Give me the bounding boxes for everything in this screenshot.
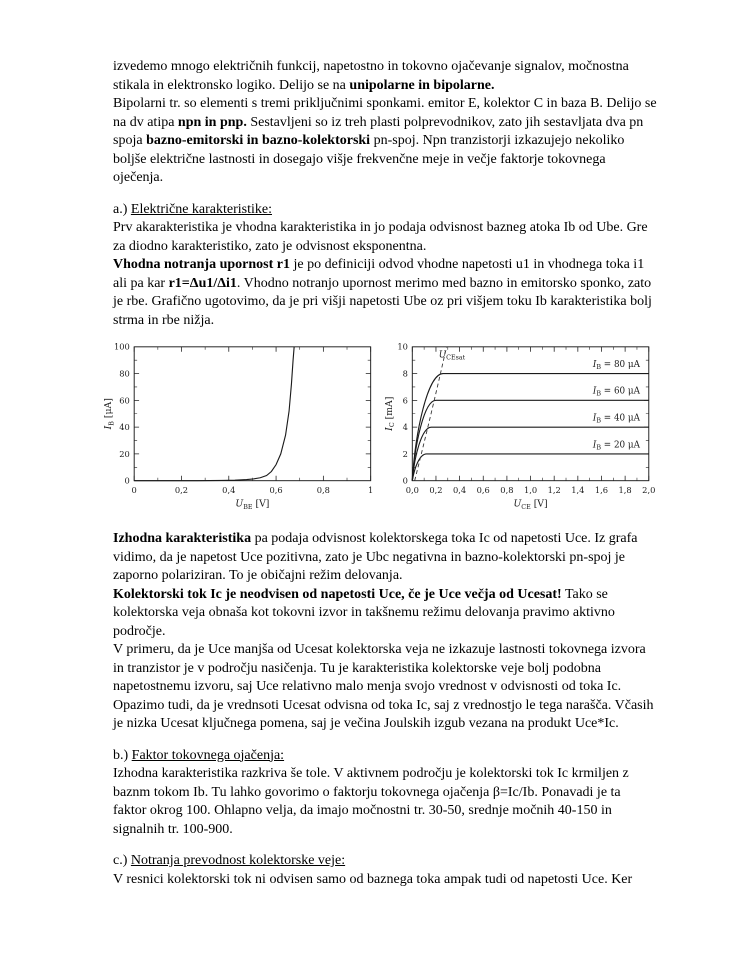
- text-run: V primeru, da je Uce manjša od Ucesat kolektorska veja ne izkazuje lastnosti tokovnega izvora in tranzistor je v področju nasičenja. Tu je karakteristika kolektorske veje bolj podobna napetostnemu izvoru, saj Uce relativno malo menja svojo vrednost v odvisnosti od toka Ic. Opazimo tudi, da je vrednsoti Ucesat odvisna od toka Ic, saj z vrednostjo le tega narašča. Včasih je nizka Ucesat ključnega pomena, saj je večina Joulskih izgub vezana na produkt Uce*Ic.: [113, 642, 654, 731]
- y-tick-label: 2: [403, 448, 409, 459]
- x-tick-label: 1,8: [618, 484, 633, 495]
- x-tick-label: 0: [131, 484, 137, 495]
- x-tick-label: 0,8: [500, 484, 514, 495]
- section-a-heading: [113, 201, 657, 220]
- curve-label-20uA: $I_B = 20$ μA: [593, 440, 641, 452]
- curve-label-80uA: $I_B = 80$ μA: [593, 359, 641, 371]
- y-tick-labels: [114, 342, 130, 486]
- y-tick-label: 0: [403, 475, 409, 486]
- y-tick-label: 0: [124, 475, 130, 486]
- text-run-bold: Izhodna karakteristika: [113, 531, 252, 546]
- section-title: Faktor tokovnega ojačenja:: [131, 747, 285, 763]
- section-title: Električne karakteristike:: [130, 201, 272, 217]
- x-tick-label: 1: [368, 484, 374, 495]
- section-letter: b.): [113, 747, 132, 763]
- text-run: izvedemo mnogo električnih funkcij, napetostno in tokovno ojačevanje signalov, močnostna stikala in elektronsko logiko. Delijo se na: [113, 59, 629, 93]
- y-tick-label: 8: [403, 368, 409, 379]
- ucesat-label: $U_{CEsat}$: [439, 350, 466, 362]
- y-tick-label: 20: [119, 448, 130, 459]
- x-tick-label: 0,6: [269, 484, 283, 495]
- curve-label-60uA: $I_B = 60$ μA: [593, 386, 641, 398]
- paragraph-output-characteristic: [113, 530, 657, 734]
- y-tick-label: 6: [403, 395, 409, 406]
- paragraph-current-gain: [113, 765, 657, 839]
- text-run: pa podaja odvisnost kolektorskega toka Ic od napetosti Uce. Iz grafa vidimo, da je napetost Uce pozitivna, zato je Ubc negativna in bazno-kolektorski pn-spoj je zaporno polariziran. To je običajni režim delovanja.: [113, 531, 638, 583]
- major-ticks: [134, 347, 370, 481]
- y-tick-label: 60: [119, 395, 130, 406]
- y-tick-label: 10: [397, 341, 409, 352]
- y-tick-label: 100: [113, 341, 130, 352]
- text-run-bold: npn in pnp.: [177, 114, 247, 130]
- x-axis-label: $U_{BE}$ [V]: [235, 498, 270, 512]
- plot-frame: [134, 347, 370, 481]
- figure-row: [100, 337, 657, 512]
- x-tick-label: 1,0: [524, 484, 538, 495]
- minor-ticks: [134, 347, 370, 481]
- section-title: Notranja prevodnost kolektorske veje:: [130, 853, 346, 868]
- y-tick-label: 40: [119, 422, 130, 433]
- x-axis-label: $U_{CE}$ [V]: [513, 498, 549, 512]
- text-run: je po definiciji odvod vhodne napetosti u1 in vhodnega toka i1 ali pa kar: [113, 257, 645, 291]
- section-letter: a.): [113, 201, 131, 217]
- text-run: Tako se kolektorska veja obnaša kot tokovni izvor in takšnemu režimu delovanja pravimo aktivno področje.: [113, 586, 615, 639]
- x-tick-label: 0,4: [222, 484, 236, 495]
- output-characteristic-chart: [383, 337, 657, 512]
- y-axis-label: $I_B$ [μA]: [103, 398, 116, 430]
- text-run-bold: r1=Δu1/Δi1: [168, 275, 237, 291]
- section-letter: c.): [113, 853, 131, 868]
- x-tick-labels: [132, 485, 374, 495]
- y-tick-label: 80: [119, 368, 130, 379]
- x-tick-labels: [406, 485, 656, 495]
- text-run-bold: Kolektorski tok Ic je neodvisen od napetosti Uce, če je Uce večja od Ucesat!: [113, 586, 562, 602]
- curve-label-40uA: $I_B = 40$ μA: [593, 413, 641, 425]
- section-c-heading: [113, 852, 657, 871]
- text-run: . Vhodno notranjo upornost merimo med bazno in emitorsko sponko, zato je rbe. Grafično ugotovimo, da je pri višji napetosti Ube oz pri višjem toku Ib karakteristika bolj strma in rbe nižja.: [113, 275, 652, 328]
- y-tick-label: 4: [403, 422, 409, 433]
- text-run: Bipolarni tr. so elementi s tremi priključnimi sponkami. emitor E, kolektor C in baza B. Delijo se na dv atipa: [113, 96, 657, 130]
- x-tick-label: 0,0: [406, 484, 420, 495]
- input-characteristic-chart: [100, 337, 381, 512]
- text-run-bold: bazno-emitorski in bazno-kolektorski: [146, 133, 371, 148]
- x-tick-label: 1,6: [595, 484, 609, 495]
- y-axis-label: $I_C$ [mA]: [384, 396, 397, 431]
- x-tick-label: 0,2: [429, 484, 443, 495]
- x-tick-label: 0,8: [316, 484, 330, 495]
- x-tick-label: 0,4: [453, 484, 467, 495]
- text-run: Izhodna karakteristika razkriva še tole. V aktivnem področju je kolektorski tok Ic krmiljen z baznm tokom Ib. Tu lahko govorimo o faktorju tokovnega ojačenja β=Ic/Ib. Ponavadi je ta faktor okrog 100. Ohlapno velja, da imajo močnostni tr. 30-50, srednje močnih 40-150 in signalnih tr. 100-900.: [113, 766, 629, 837]
- ib-ube-curve: [134, 347, 294, 481]
- x-tick-label: 0,6: [477, 484, 491, 495]
- y-tick-labels: [398, 342, 409, 486]
- text-run: Prv akarakteristika je vhodna karakteristika in jo podaja odvisnost bazneg atoka Ib od Ube. Gre za diodno karakteristiko, zato je odvisnost eksponentna.: [113, 220, 648, 254]
- text-run: pn-spoj. Npn tranzistorji izkazujejo nekoliko boljše električne lastnosti in dosegajo višje frekvenčne meje in večje faktorje tokovnega oječenja.: [113, 133, 625, 185]
- text-run: V resnici kolektorski tok ni odvisen samo od baznega toka ampak tudi od napetosti Uce. Ker: [113, 871, 633, 887]
- section-b-heading: [113, 747, 657, 766]
- text-run-bold: unipolarne in bipolarne.: [349, 77, 495, 93]
- x-tick-label: 2,0: [642, 484, 656, 495]
- x-tick-label: 1,2: [547, 484, 562, 495]
- paragraph-input-characteristic: [113, 219, 657, 330]
- x-tick-label: 1,4: [571, 484, 585, 495]
- x-tick-label: 0,2: [174, 484, 189, 495]
- ucesat-boundary-line: [415, 347, 447, 481]
- text-run: Sestavljeni so iz treh plasti polprevodnikov, zato jih sestavljata dva pn spoja: [113, 114, 644, 148]
- text-run-bold: Vhodna notranja upornost r1: [113, 257, 290, 272]
- paragraph-collector-conductance: [113, 871, 657, 890]
- paragraph-transistor-intro: [113, 58, 657, 188]
